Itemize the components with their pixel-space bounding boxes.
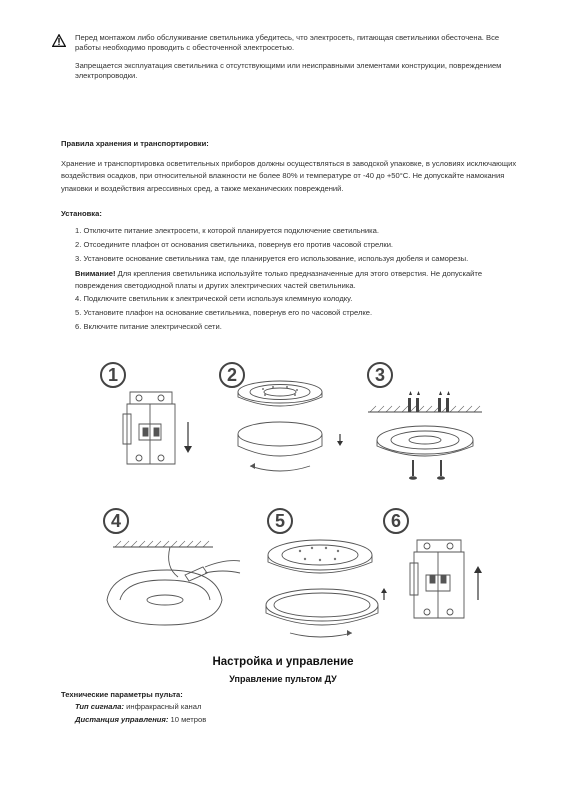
- signal-label: Тип сигнала:: [75, 702, 125, 711]
- signal-value: инфракрасный канал: [124, 702, 202, 711]
- install-steps: [75, 226, 515, 336]
- figure-number-3: 3: [367, 362, 393, 388]
- figure-number-6: 6: [383, 508, 409, 534]
- storage-title: Правила хранения и транспортировки:: [61, 139, 209, 148]
- figure-4: [95, 505, 245, 630]
- figure-5: [260, 505, 395, 640]
- figure-number-2: 2: [219, 362, 245, 388]
- attention-note: [75, 268, 515, 293]
- figure-number-1: 1: [100, 362, 126, 388]
- circuit-breaker-icon: [95, 362, 205, 477]
- warning-triangle-icon: [52, 34, 66, 47]
- step-5: 5. Установите плафон на основание светильника, повернув его по часовой стрелке.: [75, 308, 373, 318]
- step-1: 1. Отключите питание электросети, к которой планируется подключение светильника.: [75, 226, 379, 235]
- install-title: Установка:: [61, 209, 102, 218]
- attention-text: Для крепления светильника используйте только предназначенные для этого отверстия. Не допускайте повреждения светодиодной платы и других электрических частей светильника.: [75, 268, 483, 291]
- figure-number-4: 4: [103, 508, 129, 534]
- remote-params-title: Технические параметры пульта:: [61, 690, 183, 699]
- lamp-assembly-icon: [260, 505, 395, 640]
- figure-3: [360, 362, 490, 487]
- step-6: 6. Включите питание электрической сети.: [75, 322, 222, 332]
- section-subtitle: Управление пультом ДУ: [229, 674, 337, 684]
- attention-label: Внимание!: [75, 268, 116, 278]
- remote-distance-row: [75, 715, 206, 725]
- step-4: 4. Подключите светильник к электрической сети используя клеммную колодку.: [75, 294, 353, 304]
- step-2: 2. Отсоедините плафон от основания светильника, повернув его против часовой стрелки.: [75, 239, 394, 249]
- warning-text: Перед монтажом либо обслуживание светильника убедитесь, что электросеть, питающая светильники обесточена. Все работы необходимо проводить с обесточенной электросетью.: [75, 33, 500, 53]
- remote-signal-row: [75, 702, 201, 712]
- step-3: 3. Установите основание светильника там, где планируется его использование, используя дюбеля и саморезы.: [75, 253, 469, 263]
- distance-label: Дистанция управления:: [75, 715, 169, 724]
- section-title: Настройка и управление: [212, 656, 354, 668]
- figure-2: [215, 362, 345, 482]
- ceiling-mount-icon: [360, 362, 490, 487]
- lamp-base-diffuser-icon: [215, 362, 345, 482]
- figure-6: [380, 505, 490, 630]
- storage-body: Хранение и транспортировка осветительных приборов должны осуществляться в заводской упаковке, в условиях исключающих воздействия осадков, при относительной влажности не более 80% и температуре от -40 до +50°С. Не допускайте намокания упаковки и воздействия агрессивных сред, а также механических повреждений.: [61, 159, 517, 193]
- figure-number-5: 5: [267, 508, 293, 534]
- distance-value: 10 метров: [168, 715, 207, 724]
- terminal-connection-icon: [95, 505, 245, 630]
- ban-text: Запрещается эксплуатация светильника с отсутствующими или неисправными элементами конструкции, повреждением электропроводки.: [75, 61, 502, 81]
- circuit-breaker-on-icon: [380, 505, 490, 630]
- figure-1: [95, 362, 205, 477]
